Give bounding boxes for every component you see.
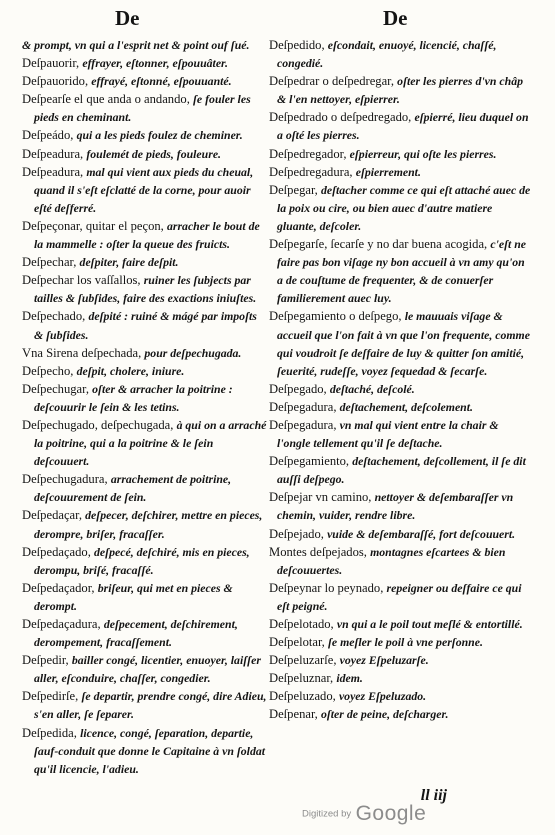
entry-translation: vn qui a le poil tout meſlé & entortillé.	[336, 617, 523, 631]
dictionary-entry	[269, 380, 531, 398]
google-watermark	[302, 802, 426, 826]
signature-mark: ll iij	[420, 787, 447, 804]
header-right: De	[383, 6, 408, 30]
entry-headword: Deſpelotar,	[269, 635, 328, 650]
entry-translation: eſpierreur, qui oſte les pierres.	[349, 146, 497, 161]
dictionary-entry	[269, 579, 531, 615]
dictionary-entry	[22, 253, 268, 271]
entry-headword: Deſpelotado,	[269, 617, 337, 631]
entry-headword: Deſpegarſe, ſecarſe y no dar buena acogida,	[269, 237, 491, 252]
dictionary-entry	[22, 307, 268, 343]
dictionary-entry	[22, 615, 268, 651]
entry-translation: deſpiter, faire deſpit.	[79, 255, 179, 270]
entry-headword: Deſpedaçadura,	[22, 617, 104, 631]
entry-headword: Deſpegar,	[269, 182, 321, 197]
watermark-brand: Google	[355, 802, 427, 825]
dictionary-entry	[269, 633, 531, 651]
dictionary-entry	[22, 145, 268, 163]
entry-headword: Montes deſpejados,	[269, 544, 371, 559]
entry-headword: Deſpauorido,	[22, 74, 92, 89]
dictionary-entry	[22, 687, 268, 723]
entry-headword: Deſpedaçar,	[22, 508, 86, 523]
entry-translation: eſpierré, lieu duquel on a oſté les pierres.	[277, 110, 529, 143]
dictionary-entry	[22, 36, 268, 54]
dictionary-entry	[22, 416, 268, 470]
entry-headword: Deſpearſe el que anda o andando,	[22, 92, 193, 107]
entry-headword: Deſpechugadura,	[22, 472, 111, 487]
entry-translation: c'eſt ne faire pas bon viſage ny bon accueil à vn amy qu'on a de couſtume de frequenter, & de conuerſer familierement auec luy.	[277, 237, 527, 306]
entry-headword: Deſpechar los vaſſallos,	[22, 273, 144, 288]
entry-translation: ſe departir, prendre congé, dire Adieu, s'en aller, ſe ſeparer.	[34, 689, 267, 722]
entry-translation: arrachement de poitrine, deſcouurement de ſein.	[34, 472, 232, 505]
dictionary-entry	[22, 724, 268, 778]
entry-translation: effrayer, eſtonner, eſpouuâter.	[82, 56, 228, 71]
dictionary-entry	[269, 181, 531, 235]
dictionary-entry	[269, 615, 531, 633]
entry-translation: deſpecement, deſchirement, derompement, fracaſſement.	[34, 617, 238, 650]
dictionary-entry	[269, 452, 531, 488]
dictionary-entry	[269, 163, 531, 181]
entry-headword: Deſpedido,	[269, 38, 328, 52]
dictionary-entry	[22, 54, 268, 72]
entry-headword: Deſpedaçado,	[22, 544, 95, 559]
entry-translation: vn mal qui vient entre la chair & l'ongle tellement qu'il ſe deſtache.	[277, 417, 499, 451]
entry-translation: vuide & deſembaraſſé, fort deſcouuert.	[327, 526, 516, 541]
dictionary-entry	[269, 108, 531, 144]
entry-translation: deſpecer, deſchirer, mettre en pieces, derompre, briſer, fracaſſer.	[34, 508, 263, 541]
entry-headword: Deſpedregador,	[269, 146, 350, 161]
dictionary-entry	[22, 362, 268, 380]
dictionary-entry	[269, 669, 531, 687]
dictionary-entry	[22, 651, 268, 687]
entry-headword: Deſpeçonar, quitar el peçon,	[22, 218, 167, 233]
entry-headword: Deſpedaçador,	[22, 580, 98, 595]
dictionary-entry	[269, 687, 531, 705]
entry-translation: deſpit, cholere, iniure.	[76, 363, 185, 378]
entry-translation: eſpierrement.	[355, 164, 421, 179]
entry-translation: eſcondait, enuoyé, licencié, chaſſé, congedié.	[277, 38, 497, 71]
dictionary-entry	[269, 72, 531, 108]
entry-headword: Deſpeluzarſe,	[269, 653, 340, 668]
dictionary-entry	[22, 271, 268, 307]
left-column	[22, 36, 268, 778]
running-header	[0, 6, 555, 32]
entry-translation: arracher le bout de la mammelle : oſter la queue des fruicts.	[34, 218, 260, 252]
entry-translation: nettoyer & deſembaraſſer vn chemin, vuider, rendre libre.	[277, 490, 514, 523]
dictionary-entry	[22, 72, 268, 90]
entry-translation: & prompt, vn qui a l'esprit net & point ouf ſué.	[22, 38, 250, 52]
entry-translation: idem.	[336, 671, 363, 686]
entry-headword: Deſpegadura,	[269, 417, 340, 432]
entry-translation: voyez Eſpeluzarſe.	[339, 653, 429, 668]
entry-translation: mal qui vient aux pieds du cheual, quand il s'eſt eſclatté de la corne, pour auoir eſté deſferré.	[34, 164, 254, 215]
dictionary-entry	[269, 398, 531, 416]
entry-translation: effrayé, eſtonné, eſpouuanté.	[91, 74, 232, 89]
entry-headword: Deſpedirſe,	[22, 689, 82, 704]
entry-headword: Deſpegadura,	[269, 399, 340, 414]
entry-headword: Deſpechado,	[22, 309, 89, 324]
entry-headword: Deſpegamiento,	[269, 454, 353, 469]
entry-translation: le mauuais viſage & accueil que l'on fait à vn que l'on frequente, comme qui voudroit ſe deſfaire de luy & quitter ſon amitié, ſeuerité, rudeſſe, voyez ſequedad & ſecarſe.	[277, 309, 530, 378]
entry-headword: Deſpegamiento o deſpego,	[269, 309, 405, 324]
entry-headword: Deſpejar vn camino,	[269, 490, 375, 505]
entry-headword: Deſpedregadura,	[269, 164, 356, 179]
entry-translation: ſe meſler le poil à vne perſonne.	[327, 635, 483, 650]
entry-headword: Deſpeynar lo peynado,	[269, 580, 387, 595]
entry-translation: voyez Eſpeluzado.	[338, 689, 427, 704]
entry-headword: Deſpeádo,	[22, 128, 77, 143]
entry-translation: oſter les pierres d'vn châp & l'en nettoyer, eſpierrer.	[277, 74, 523, 107]
entry-translation: qui a les pieds foulez de cheminer.	[76, 128, 243, 143]
entry-headword: Deſpeadura,	[22, 164, 87, 179]
entry-headword: Deſpeadura,	[22, 146, 87, 161]
dictionary-entry	[269, 145, 531, 163]
dictionary-entry	[269, 235, 531, 307]
entry-translation: à qui on a arraché la poitrine, qui a la poitrine & le ſein deſcouuert.	[34, 417, 267, 469]
entry-translation: briſeur, qui met en pieces & derompt.	[34, 580, 233, 613]
entry-headword: Deſpechugar,	[22, 381, 93, 396]
entry-headword: Deſpeluznar,	[269, 671, 337, 686]
entry-translation: ruiner les ſubjects par tailles & ſubſides, faire des exactions iniuſtes.	[34, 273, 257, 306]
entry-translation: deſtachement, deſcollement, il ſe dit auſſi deſpego.	[277, 454, 526, 487]
entry-headword: Deſpegado,	[269, 381, 330, 396]
entry-translation: oſter & arracher la poitrine : deſcouurir le ſein & les tetins.	[34, 381, 233, 414]
dictionary-entry	[269, 488, 531, 524]
dictionary-entry	[22, 126, 268, 144]
entry-headword: Deſpechar,	[22, 255, 80, 270]
dictionary-entry	[22, 344, 268, 362]
dictionary-entry	[22, 506, 268, 542]
entry-translation: deſtachement, deſcolement.	[339, 399, 473, 414]
entry-translation: foulemét de pieds, fouleure.	[86, 146, 222, 161]
entry-translation: repeigner ou deſfaire ce qui eſt peigné.	[277, 580, 522, 613]
right-column	[269, 36, 531, 724]
watermark-prefix: Digitized by	[302, 808, 352, 820]
entry-headword: Deſpedir,	[22, 653, 72, 668]
entry-translation: ſe fouler les pieds en cheminant.	[34, 92, 251, 125]
entry-headword: Deſpecho,	[22, 363, 77, 378]
entry-headword: Deſpenar,	[269, 707, 321, 722]
dictionary-entry	[269, 705, 531, 723]
entry-headword: Deſpauorir,	[22, 56, 83, 71]
entry-translation: deſtaché, deſcolé.	[329, 381, 415, 396]
entry-headword: Deſpedrado o deſpedregado,	[269, 110, 415, 125]
dictionary-entry	[269, 651, 531, 669]
dictionary-entry	[22, 579, 268, 615]
entry-translation: deſtacher comme ce qui eſt attaché auec de la poix ou cire, ou bien auec d'autre matiere gluante, deſcoler.	[277, 182, 531, 233]
entry-headword: Deſpejado,	[269, 526, 328, 541]
entry-translation: deſpité : ruiné & mágé par impoſts & ſubſides.	[34, 309, 257, 342]
entry-translation: bailler congé, licentier, enuoyer, laiſſer aller, eſconduire, chaſſer, congedier.	[34, 653, 261, 686]
dictionary-entry	[22, 217, 268, 253]
dictionary-entry	[22, 90, 268, 126]
entry-translation: oſter de peine, deſcharger.	[320, 707, 449, 722]
entry-headword: Deſpedrar o deſpedregar,	[269, 74, 398, 89]
entry-translation: licence, congé, ſeparation, departie, ſauf-conduit que donne le Capitaine à vn ſoldat qu'il licencie, l'adieu.	[34, 725, 266, 776]
entry-headword: Deſpedida,	[22, 725, 81, 740]
entry-headword: Deſpechugado, deſpechugada,	[22, 417, 177, 432]
entry-translation: pour deſpechugada.	[144, 345, 242, 360]
dictionary-entry	[269, 307, 531, 379]
dictionary-entry	[22, 163, 268, 217]
header-left: De	[115, 6, 140, 30]
entry-headword: Deſpeluzado,	[269, 689, 339, 704]
dictionary-entry	[269, 543, 531, 579]
dictionary-entry	[269, 36, 531, 72]
entry-translation: deſpecé, deſchiré, mis en pieces, derompu, briſé, fracaſſé.	[34, 544, 250, 577]
dictionary-entry	[22, 543, 268, 579]
dictionary-entry	[269, 416, 531, 452]
dictionary-entry	[22, 470, 268, 506]
entry-headword: Vna Sirena deſpechada,	[22, 345, 145, 360]
dictionary-entry	[269, 525, 531, 543]
entry-translation: montagnes eſcartees & bien deſcouuertes.	[277, 544, 506, 577]
dictionary-entry	[22, 380, 268, 416]
